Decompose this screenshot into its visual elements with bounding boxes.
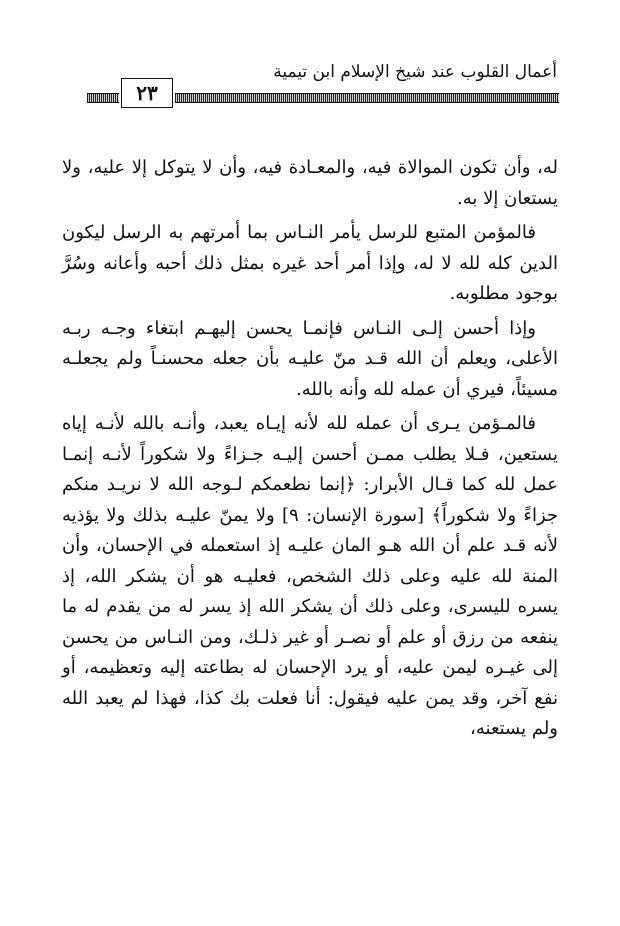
paragraph-2: فالمؤمن المتبع للرسل يأمر النـاس بما أمرتهم به الرسل ليكون الدين كله لله لا له، وإذا أمر أحد غيره بمثل ذلك أحبه وأعانه وسُرَّ بوجود مطلوبه.	[62, 222, 558, 304]
paragraph-4: فالمـؤمن يـرى أن عمله لله لأنه إيـاه يعبد، وأنـه بالله لأنـه إياه يستعين، فـلا يطلب ممـن أحسن إليـه جـزاءً ولا شكوراً لأنـه إنمـا عمل لله كما قـال الأبرار: ﴿إنما نطعمكم لـوجه الله لا نريـد منكم جزاءً ولا شكوراً﴾ [سورة الإنسان: ٩] ولا يمنّ عليـه بذلك ولا يؤذيه لأنه قـد علم أن الله هـو المان عليـه إذ استعمله في الإحسان، وأن المنة لله عليه وعلى ذلك الشخص، فعليـه هو أن يشكر الله، إذ يسره لليسرى، وعلى ذلك أن يشكر الله إذ يسر له من يقدم له ما ينفعه من رزق أو علم أو نصـر أو غير ذلـك، ومن النـاس من يحسن إلى غيـره ليمن عليه، أو يرد الإحسان له بطاعته إليه وتعظيمه، أو نفع آخر، وقد يمن عليه فيقول: أنا فعلت بك كذا، فهذا لم يعبد الله ولم يستعنه،	[62, 413, 558, 739]
header-rule-right-band	[175, 93, 559, 103]
body-text	[62, 153, 558, 749]
page-number: ٢٣	[121, 78, 173, 108]
running-title: أعمال القلوب عند شيخ الإسلام ابن تيمية	[273, 62, 557, 82]
header-rule-left-band	[87, 93, 119, 103]
paragraph-3: وإذا أحسن إلـى النـاس فإنمـا يحسن إليهـم ابتغاء وجـه ربـه الأعلى، ويعلم أن الله قـد منّ عليـه بأن جعله محسنـاً ولم يجعلـه مسيئاً، فيري أن عمله لله وأنه بالله.	[62, 317, 558, 400]
header-rule	[87, 81, 559, 105]
paragraph-1: له، وأن تكون الموالاة فيه، والمعـادة فيه، وأن لا يتوكل إلا عليه، ولا يستعان إلا به.	[62, 157, 558, 209]
